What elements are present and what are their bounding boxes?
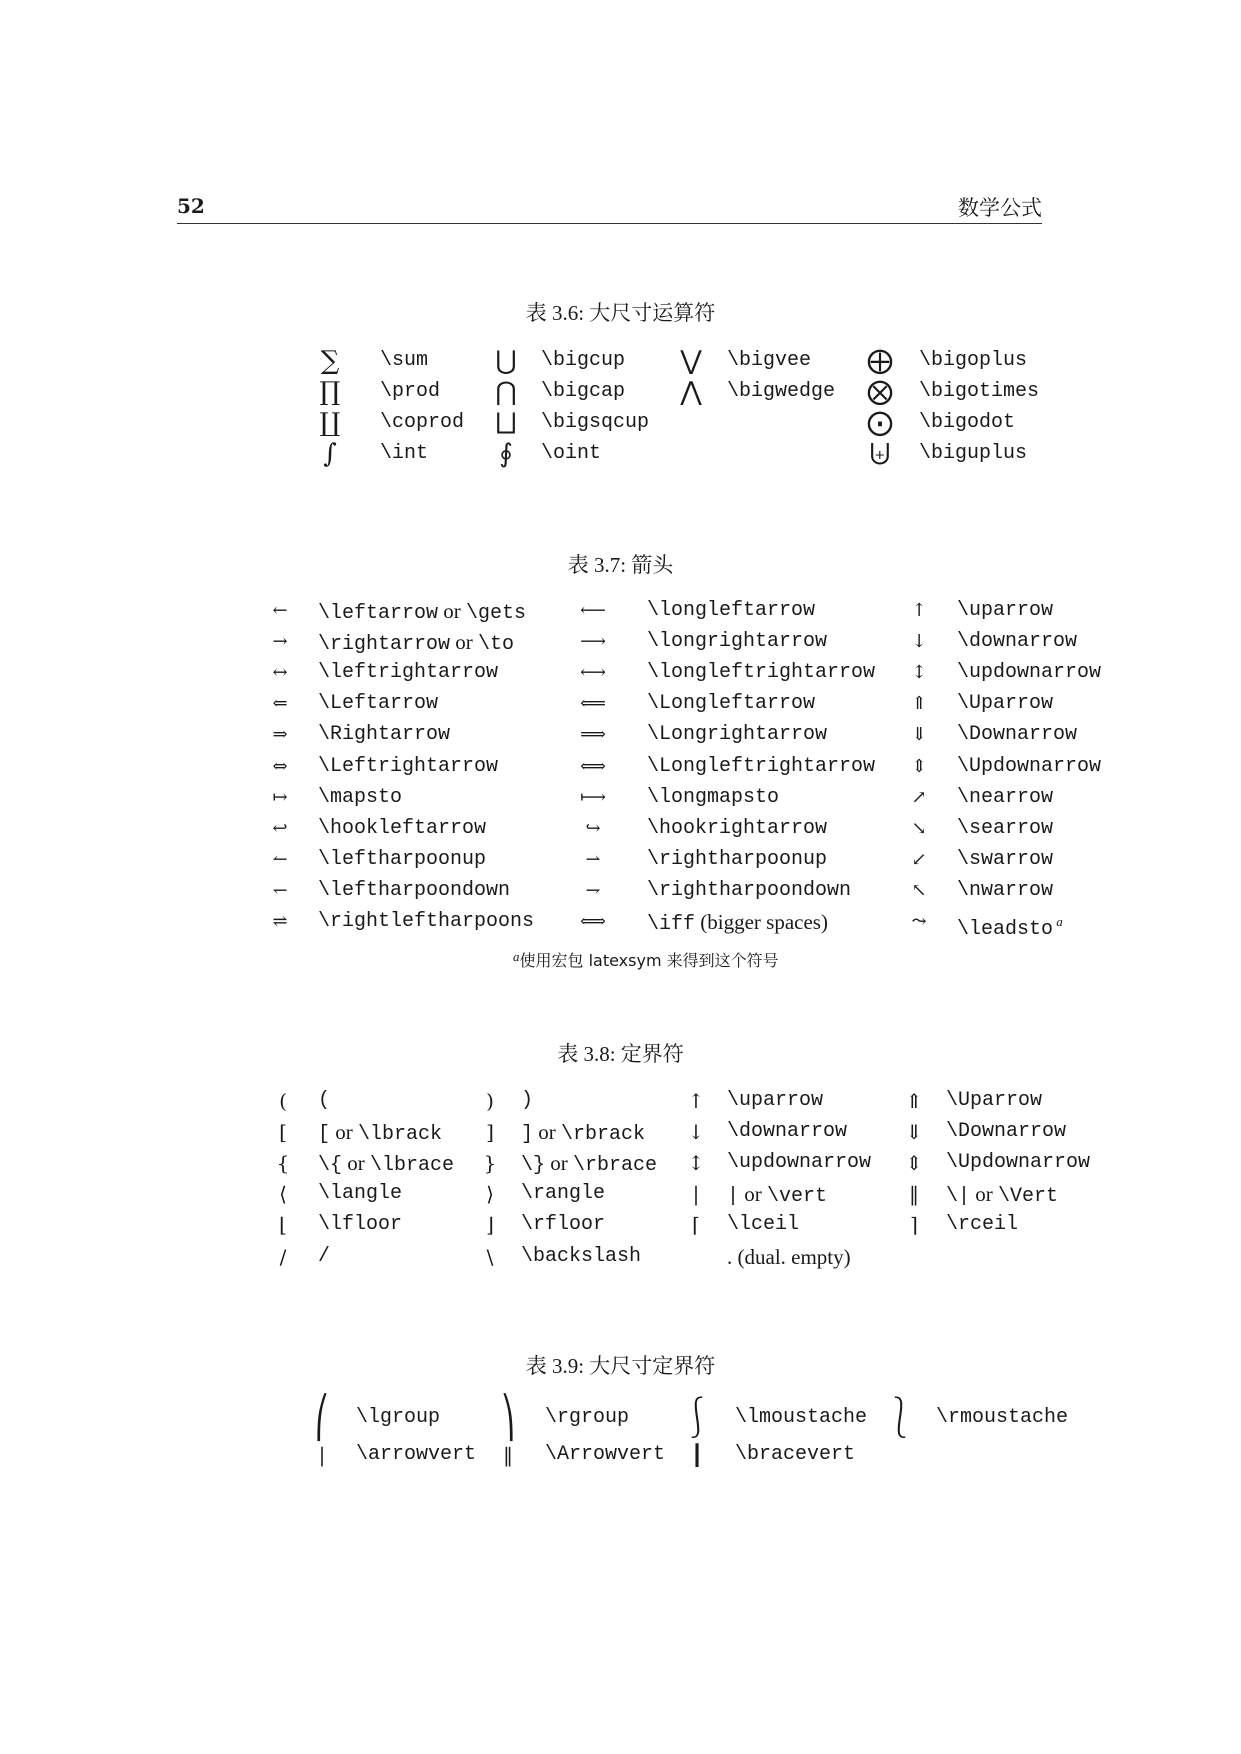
math-symbol: ┃ — [690, 1443, 704, 1467]
command-name — [318, 1182, 402, 1206]
math-symbol: } — [483, 1151, 497, 1176]
command-text: \rightleftharpoons — [318, 910, 535, 933]
command-text: \downarrow — [727, 1120, 848, 1144]
page-number: 52 — [177, 194, 205, 218]
command-text: \updownarrow — [727, 1151, 872, 1175]
command-text: \Uparrow — [957, 692, 1054, 716]
command-text: \Longrightarrow — [647, 723, 828, 747]
math-symbol: ⟸ — [580, 693, 606, 715]
math-symbol: ⋃ — [495, 346, 517, 376]
math-symbol: ⋂ — [495, 377, 517, 407]
math-symbol: ↕ — [911, 662, 927, 684]
math-symbol: ⇑ — [905, 1089, 923, 1113]
command-name — [521, 1182, 605, 1206]
math-symbol: ⟼ — [580, 786, 606, 808]
command-name — [647, 755, 875, 779]
command-text: \bigcup — [541, 349, 626, 372]
math-symbol: ⟺ — [580, 911, 606, 932]
command-name — [957, 879, 1053, 903]
command-name — [735, 1443, 855, 1467]
command-name — [541, 349, 625, 373]
math-symbol: ⋀ — [680, 377, 702, 407]
command-text: ( — [318, 1089, 331, 1112]
command-note: (bigger spaces) — [695, 910, 828, 934]
math-symbol: ⟶ — [580, 631, 606, 653]
math-symbol: / — [279, 1244, 287, 1269]
command-text: \lfloor — [318, 1213, 403, 1237]
command-name — [957, 755, 1101, 779]
command-text: \Longleftrightarrow — [647, 754, 876, 778]
math-symbol: ↓ — [911, 631, 927, 653]
command-text: \Rightarrow — [318, 723, 451, 747]
command-name — [919, 349, 1027, 373]
command-name — [647, 630, 827, 654]
command-name — [647, 661, 875, 685]
command-name — [356, 1406, 440, 1430]
or-word: or — [330, 1120, 359, 1145]
math-symbol: ⌋ — [486, 1213, 494, 1238]
command-name — [946, 1213, 1018, 1237]
math-symbol: ↕ — [687, 1151, 705, 1176]
command-name — [380, 380, 440, 404]
command-name — [946, 1151, 1090, 1175]
command-text: \updownarrow — [957, 661, 1102, 685]
command-text: \rightarrow — [318, 633, 451, 657]
command-name — [946, 1089, 1042, 1113]
math-symbol: ⟺ — [580, 755, 606, 777]
command-text: \hookleftarrow — [318, 816, 487, 840]
table-3-7-footnote — [513, 948, 779, 971]
math-symbol: ] — [486, 1120, 494, 1145]
command-text: \uparrow — [957, 599, 1054, 622]
or-word: or — [970, 1182, 999, 1207]
command-text: \Updownarrow — [957, 754, 1102, 778]
command-name — [647, 879, 851, 903]
command-name — [957, 786, 1053, 810]
command-text: \Leftrightarrow — [318, 754, 499, 778]
command-text: \coprod — [380, 411, 465, 434]
command-text: \nwarrow — [957, 878, 1054, 902]
command-text: \Uparrow — [946, 1089, 1043, 1112]
command-alt: \lbrace — [370, 1154, 455, 1178]
command-text: | — [727, 1185, 740, 1209]
math-symbol: ⤳ — [911, 911, 927, 932]
command-text: \langle — [318, 1182, 403, 1206]
command-text: \leftarrow — [318, 602, 439, 625]
math-symbol: ⇓ — [905, 1120, 923, 1145]
command-text: \longleftrightarrow — [647, 661, 876, 685]
math-symbol: ⨄ — [869, 439, 891, 469]
math-symbol: ⨀ — [867, 408, 893, 438]
math-symbol: ⇕ — [911, 755, 927, 777]
command-text: \Updownarrow — [946, 1151, 1091, 1175]
header-rule — [177, 223, 1042, 224]
math-symbol: ↽ — [272, 879, 288, 901]
or-word: or — [438, 599, 467, 623]
math-symbol: ↩ — [272, 817, 288, 839]
command-text: \uparrow — [727, 1089, 824, 1112]
command-name — [957, 910, 1063, 942]
command-text: \rceil — [946, 1213, 1019, 1237]
command-name — [647, 910, 828, 937]
math-symbol: ∮ — [499, 439, 513, 469]
command-name — [318, 848, 486, 872]
math-symbol: ⇌ — [272, 911, 288, 932]
command-text: \lceil — [727, 1213, 800, 1237]
command-name — [957, 692, 1053, 716]
command-name — [318, 755, 498, 779]
table-3-8-caption: 表 3.8: 定界符 — [557, 1042, 684, 1066]
command-name — [318, 1151, 454, 1178]
command-text: [ — [318, 1123, 331, 1147]
command-name — [957, 661, 1101, 685]
command-text: \leftharpoonup — [318, 847, 487, 871]
command-text: \longleftarrow — [647, 599, 816, 622]
command-text: \} — [521, 1154, 546, 1178]
math-symbol: ⌈ — [692, 1213, 700, 1238]
command-text: \rfloor — [521, 1213, 606, 1237]
command-name — [318, 786, 402, 810]
math-symbol: ⟹ — [580, 724, 606, 746]
command-text: \rightharpoonup — [647, 847, 828, 871]
command-name — [545, 1406, 629, 1430]
command-name — [647, 599, 815, 623]
command-text: \longmapsto — [647, 785, 780, 809]
math-symbol: ← — [272, 600, 288, 621]
math-symbol: ⟨ — [279, 1182, 287, 1207]
footnote-text: 使用宏包 latexsym 来得到这个符号 — [519, 951, 779, 970]
footnote-mark: a — [513, 949, 520, 964]
command-text: \biguplus — [919, 442, 1028, 465]
command-name — [521, 1120, 645, 1147]
command-text: \Arrowvert — [545, 1443, 666, 1466]
command-alt: \to — [478, 633, 515, 657]
command-text: \leftrightarrow — [318, 661, 499, 685]
command-name — [957, 599, 1053, 623]
math-symbol: ↑ — [911, 600, 927, 621]
command-text: ] — [521, 1123, 534, 1147]
command-note: . (dual. empty) — [727, 1244, 851, 1269]
command-name — [727, 1182, 827, 1209]
command-text: \leftharpoondown — [318, 878, 511, 902]
command-name — [727, 1120, 847, 1144]
command-text: \{ — [318, 1154, 343, 1178]
command-text: \leadsto — [957, 918, 1054, 941]
math-symbol: ⇀ — [585, 848, 601, 870]
math-symbol: ↘ — [911, 817, 927, 839]
math-symbol: ∑ — [320, 346, 340, 376]
math-symbol: ⟩ — [486, 1182, 494, 1207]
math-symbol: ↓ — [687, 1120, 705, 1145]
or-word: or — [533, 1120, 562, 1145]
command-text: \rightharpoondown — [647, 878, 852, 902]
math-symbol: ⋁ — [680, 346, 702, 376]
command-alt: \gets — [466, 602, 527, 625]
math-symbol: ) — [486, 1089, 494, 1113]
math-symbol: ↖ — [911, 879, 927, 901]
math-symbol: ⇕ — [905, 1151, 923, 1176]
math-symbol: { — [276, 1151, 290, 1176]
math-symbol: ⨁ — [867, 346, 893, 376]
command-name — [946, 1182, 1058, 1209]
command-name — [727, 1089, 823, 1113]
command-name — [727, 1213, 799, 1237]
running-header-title: 数学公式 — [958, 196, 1042, 220]
command-text: \hookrightarrow — [647, 816, 828, 840]
math-symbol: ∏ — [319, 377, 341, 407]
math-symbol: ( — [279, 1089, 287, 1113]
math-symbol: ⌉ — [910, 1213, 918, 1238]
command-name — [541, 442, 601, 466]
command-name — [647, 692, 815, 716]
command-alt: \lbrack — [358, 1123, 443, 1147]
command-text: \downarrow — [957, 630, 1078, 654]
command-text: \iff — [647, 913, 696, 936]
math-symbol: ⨂ — [867, 377, 893, 407]
command-name — [380, 411, 464, 435]
command-alt: \rbrack — [561, 1123, 646, 1147]
command-text: \nearrow — [957, 785, 1054, 809]
command-name — [521, 1151, 657, 1178]
command-text: \bigwedge — [727, 380, 836, 403]
command-name — [318, 910, 534, 934]
command-text: \prod — [380, 380, 441, 403]
command-text: \longrightarrow — [647, 630, 828, 654]
command-name — [318, 599, 526, 626]
math-symbol: ⎛ — [315, 1395, 329, 1441]
command-name — [318, 1120, 442, 1147]
command-text: \bigotimes — [919, 380, 1040, 403]
command-text: \bigsqcup — [541, 411, 650, 434]
math-symbol: → — [272, 631, 288, 653]
command-name — [919, 442, 1027, 466]
command-name — [380, 349, 428, 373]
command-text: \Leftarrow — [318, 692, 439, 716]
math-symbol: ⇐ — [272, 693, 288, 715]
command-text: \bigodot — [919, 411, 1016, 434]
command-name — [727, 1245, 851, 1272]
math-symbol: [ — [279, 1120, 287, 1145]
command-name — [957, 630, 1077, 654]
command-name — [318, 1089, 330, 1113]
or-word: or — [342, 1151, 371, 1176]
command-name — [647, 817, 827, 841]
math-symbol: ⇑ — [911, 693, 927, 715]
command-name — [647, 848, 827, 872]
command-name — [946, 1120, 1066, 1144]
command-name — [545, 1443, 665, 1467]
command-name — [647, 786, 779, 810]
or-word: or — [450, 630, 479, 655]
math-symbol: ∐ — [319, 408, 341, 438]
command-name — [318, 630, 514, 657]
math-symbol: ⇓ — [911, 724, 927, 746]
command-name — [318, 1213, 402, 1237]
command-text: \bracevert — [735, 1443, 856, 1466]
command-name — [521, 1213, 605, 1237]
command-text: \| — [946, 1185, 971, 1209]
command-name — [318, 661, 498, 685]
command-name — [521, 1089, 533, 1113]
table-3-9-caption: 表 3.9: 大尺寸定界符 — [525, 1354, 716, 1378]
math-symbol: ↗ — [911, 786, 927, 808]
math-symbol: ⟷ — [580, 662, 606, 684]
command-name — [380, 442, 428, 466]
math-symbol: ⇁ — [585, 879, 601, 901]
command-text: \sum — [380, 349, 429, 372]
command-name — [957, 848, 1053, 872]
math-symbol: | — [692, 1182, 700, 1207]
command-name — [919, 380, 1039, 404]
command-name — [647, 723, 827, 747]
command-name — [318, 817, 486, 841]
command-text: \bigvee — [727, 349, 812, 372]
or-word: or — [545, 1151, 574, 1176]
command-name — [541, 380, 625, 404]
math-symbol: ⎞ — [501, 1395, 515, 1441]
command-alt: \Vert — [998, 1185, 1059, 1209]
command-text: \Longleftarrow — [647, 692, 816, 716]
command-name — [735, 1406, 867, 1430]
command-name — [957, 817, 1053, 841]
command-name — [919, 411, 1015, 435]
command-text: \oint — [541, 442, 602, 465]
math-symbol: ↔ — [272, 662, 288, 684]
command-alt: \rbrace — [573, 1154, 658, 1178]
command-text: \Downarrow — [957, 723, 1078, 747]
math-symbol: ‖ — [503, 1443, 513, 1467]
command-text: \Downarrow — [946, 1120, 1067, 1144]
math-symbol: ⟵ — [580, 600, 606, 621]
command-text: \rmoustache — [936, 1406, 1069, 1429]
command-text: \lmoustache — [735, 1406, 868, 1429]
command-alt: \vert — [767, 1185, 828, 1209]
command-name — [541, 411, 649, 435]
table-3-7-caption: 表 3.7: 箭头 — [567, 553, 674, 577]
math-symbol: | — [318, 1443, 326, 1467]
command-text: \rangle — [521, 1182, 606, 1206]
or-word: or — [739, 1182, 768, 1207]
command-text: \rgroup — [545, 1406, 630, 1429]
footnote-mark: a — [1053, 914, 1063, 929]
math-symbol: ⇔ — [272, 755, 288, 777]
math-symbol: ↦ — [272, 786, 288, 808]
command-name — [318, 723, 450, 747]
command-name — [727, 349, 811, 373]
math-symbol: \ — [486, 1244, 494, 1269]
math-symbol: ⇒ — [272, 724, 288, 746]
command-text: \int — [380, 442, 429, 465]
command-text: \swarrow — [957, 847, 1054, 871]
math-symbol: ⨆ — [495, 408, 517, 438]
command-name — [936, 1406, 1068, 1430]
command-text: / — [318, 1244, 331, 1268]
math-symbol: ⎱ — [886, 1395, 914, 1441]
command-text: \searrow — [957, 816, 1054, 840]
math-symbol: ↼ — [272, 848, 288, 870]
command-name — [318, 1245, 330, 1269]
math-symbol: ⎰ — [683, 1395, 711, 1441]
command-name — [957, 723, 1077, 747]
command-text: \backslash — [521, 1244, 642, 1268]
command-text: \mapsto — [318, 785, 403, 809]
math-symbol: ⌊ — [279, 1213, 287, 1238]
command-name — [318, 879, 510, 903]
math-symbol: ↪ — [585, 817, 601, 839]
math-symbol: ↙ — [911, 848, 927, 870]
math-symbol: ∫ — [323, 439, 337, 469]
command-name — [727, 1151, 871, 1175]
command-text: \arrowvert — [356, 1443, 477, 1466]
command-name — [318, 692, 438, 716]
command-name — [356, 1443, 476, 1467]
command-text: \bigoplus — [919, 349, 1028, 372]
command-text: ) — [521, 1089, 534, 1112]
math-symbol: ↑ — [687, 1089, 705, 1113]
math-symbol: ‖ — [909, 1182, 919, 1207]
table-3-6-caption: 表 3.6: 大尺寸运算符 — [525, 301, 716, 325]
command-text: \bigcap — [541, 380, 626, 403]
command-name — [727, 380, 835, 404]
command-name — [521, 1245, 641, 1269]
command-text: \lgroup — [356, 1406, 441, 1429]
